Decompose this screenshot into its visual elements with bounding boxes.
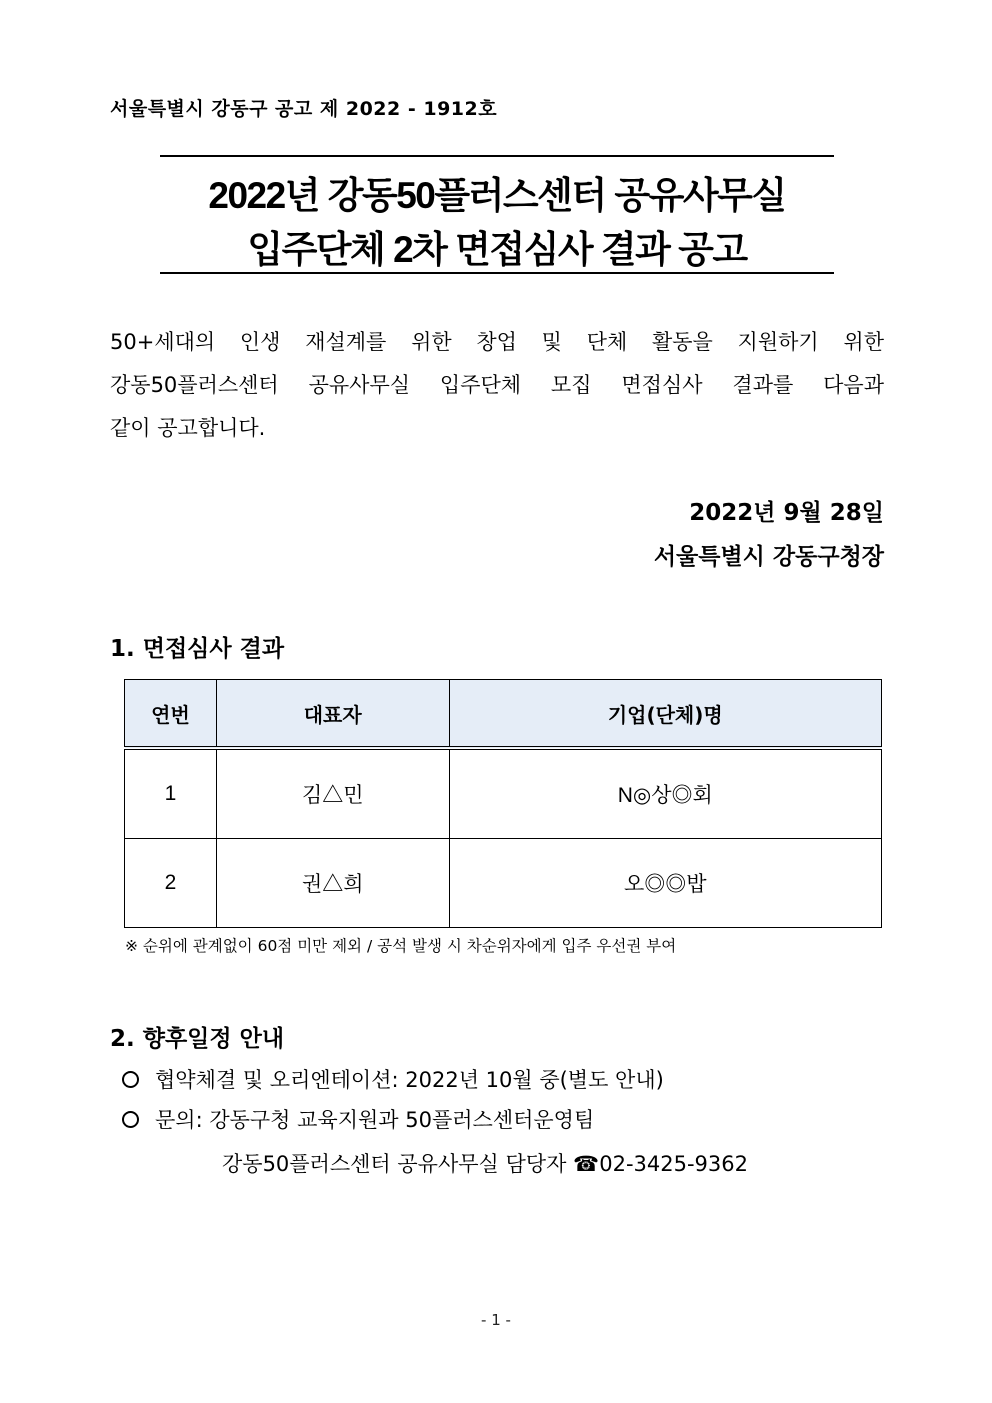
document-title-line2: 입주단체 2차 면접심사 결과 공고 <box>247 229 747 270</box>
cell-representative: 권△희 <box>216 839 449 928</box>
table-row <box>125 839 882 928</box>
table-row <box>125 748 882 839</box>
document-title-line1: 2022년 강동50플러스센터 공유사무실 <box>208 175 786 216</box>
cell-no: 1 <box>125 748 217 839</box>
schedule-item-text: 협약체결 및 오리엔테이션: 2022년 10월 중(별도 안내) <box>155 1068 664 1092</box>
contact-phone: 02-3425-9362 <box>599 1152 748 1176</box>
intro-line-2: 강동50플러스센터 공유사무실 입주단체 모집 면접심사 결과를 다음과 <box>110 373 884 397</box>
cell-organization: 오◎◎밥 <box>449 839 881 928</box>
contact-line <box>222 1148 748 1178</box>
page-number: - 1 - <box>481 1311 511 1329</box>
title-bottom-rule <box>160 272 834 274</box>
column-header-representative: 대표자 <box>216 680 449 749</box>
title-top-rule <box>160 155 834 157</box>
contact-label: 강동50플러스센터 공유사무실 담당자 <box>222 1152 574 1176</box>
issuer-name: 서울특별시 강동구청장 <box>653 544 884 570</box>
table-footnote: ※ 순위에 관계없이 60점 미만 제외 / 공석 발생 시 차순위자에게 입주 우선권 부여 <box>125 937 677 955</box>
schedule-item-inquiry <box>120 1104 594 1134</box>
cell-organization: N◎상◎회 <box>449 748 881 839</box>
schedule-item-text: 문의: 강동구청 교육지원과 50플러스센터운영팀 <box>155 1108 595 1132</box>
intro-line-1: 50+세대의 인생 재설계를 위한 창업 및 단체 활동을 지원하기 위한 <box>110 330 884 354</box>
section2-heading: 2. 향후일정 안내 <box>110 1026 285 1052</box>
section1-heading: 1. 면접심사 결과 <box>110 636 285 662</box>
notice-number: 서울특별시 강동구 공고 제 2022 - 1912호 <box>110 98 498 120</box>
circle-bullet-icon <box>122 1071 139 1088</box>
cell-representative: 김△민 <box>216 748 449 839</box>
schedule-item-agreement <box>120 1064 664 1094</box>
column-header-no: 연번 <box>125 680 217 749</box>
intro-line-3: 같이 공고합니다. <box>110 416 266 440</box>
column-header-organization: 기업(단체)명 <box>449 680 881 749</box>
phone-icon: ☎ <box>573 1152 600 1176</box>
announcement-date: 2022년 9월 28일 <box>689 500 884 526</box>
table-header-row <box>125 680 882 749</box>
circle-bullet-icon <box>122 1111 139 1128</box>
cell-no: 2 <box>125 839 217 928</box>
results-table <box>124 679 882 928</box>
